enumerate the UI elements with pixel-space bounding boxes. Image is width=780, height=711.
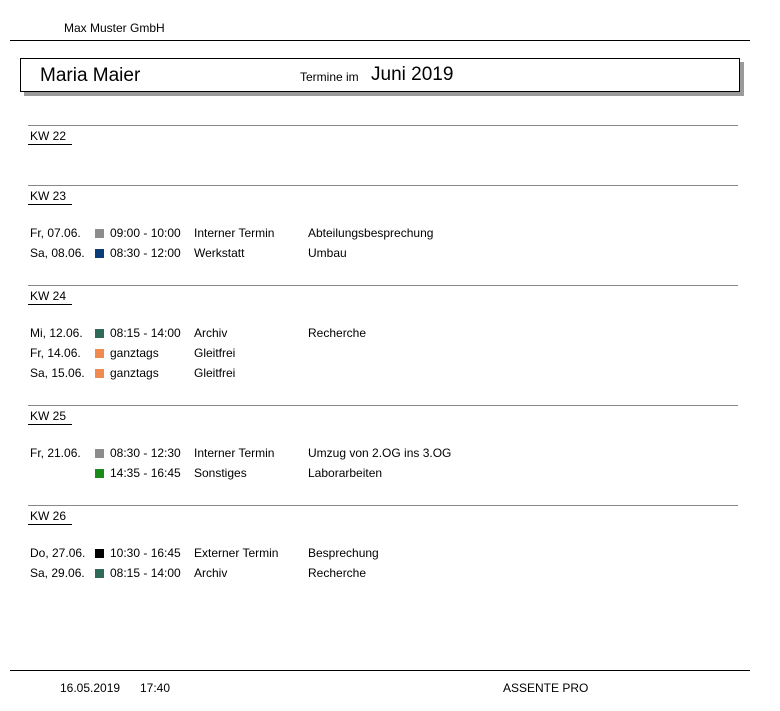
week-divider (28, 185, 738, 186)
appointment-time: 08:15 - 14:00 (110, 566, 181, 580)
category-color-square (95, 369, 104, 378)
footer-product: ASSENTE PRO (503, 681, 589, 695)
person-name: Maria Maier (40, 65, 141, 86)
appointment-description: Recherche (308, 566, 367, 580)
appointment-day: Fr, 14.06. (30, 346, 81, 360)
category-color-square (95, 449, 104, 458)
category-color-square (95, 349, 104, 358)
header-rule (10, 40, 750, 41)
appointment-day: Fr, 21.06. (30, 446, 81, 460)
month-title: Juni 2019 (371, 64, 454, 85)
category-color-square (95, 469, 104, 478)
week-divider (28, 285, 738, 286)
appointment-category: Werkstatt (194, 246, 245, 260)
week-label: KW 23 (28, 189, 72, 205)
appointment-time: 08:30 - 12:00 (110, 246, 181, 260)
appointment-description: Umbau (308, 246, 347, 260)
appointment-time: 08:30 - 12:30 (110, 446, 181, 460)
appointment-day: Mi, 12.06. (30, 326, 83, 340)
appointment-category: Gleitfrei (194, 346, 236, 360)
week-label: KW 26 (28, 509, 72, 525)
appointment-category: Interner Termin (194, 446, 275, 460)
category-color-square (95, 329, 104, 338)
appointment-time: 08:15 - 14:00 (110, 326, 181, 340)
appointment-day: Do, 27.06. (30, 546, 86, 560)
week-label: KW 22 (28, 129, 72, 145)
appointment-category: Archiv (194, 326, 228, 340)
appointment-time: 14:35 - 16:45 (110, 466, 181, 480)
appointment-description: Abteilungsbesprechung (308, 226, 434, 240)
appointment-description: Laborarbeiten (308, 466, 383, 480)
week-divider (28, 405, 738, 406)
week-divider (28, 125, 738, 126)
category-color-square (95, 229, 104, 238)
category-color-square (95, 549, 104, 558)
appointment-category: Sonstiges (194, 466, 247, 480)
category-color-square (95, 249, 104, 258)
appointment-time: 09:00 - 10:00 (110, 226, 181, 240)
week-divider (28, 505, 738, 506)
appointment-description: Besprechung (308, 546, 379, 560)
month-prefix: Termine im (300, 70, 359, 84)
appointment-category: Archiv (194, 566, 228, 580)
appointment-description: Recherche (308, 326, 367, 340)
footer-rule (10, 670, 750, 671)
company-name: Max Muster GmbH (64, 21, 165, 35)
appointment-time: ganztags (110, 346, 159, 360)
footer-time: 17:40 (140, 681, 171, 695)
appointment-category: Externer Termin (194, 546, 279, 560)
appointment-category: Gleitfrei (194, 366, 236, 380)
appointment-day: Sa, 08.06. (30, 246, 85, 260)
title-box (20, 58, 740, 92)
category-color-square (95, 569, 104, 578)
week-label: KW 24 (28, 289, 72, 305)
footer-date: 16.05.2019 (60, 681, 121, 695)
appointment-time: 10:30 - 16:45 (110, 546, 181, 560)
appointment-description: Umzug von 2.OG ins 3.OG (308, 446, 452, 460)
appointment-day: Sa, 29.06. (30, 566, 85, 580)
appointment-day: Sa, 15.06. (30, 366, 85, 380)
week-label: KW 25 (28, 409, 72, 425)
appointment-time: ganztags (110, 366, 159, 380)
appointment-day: Fr, 07.06. (30, 226, 81, 240)
appointment-category: Interner Termin (194, 226, 275, 240)
